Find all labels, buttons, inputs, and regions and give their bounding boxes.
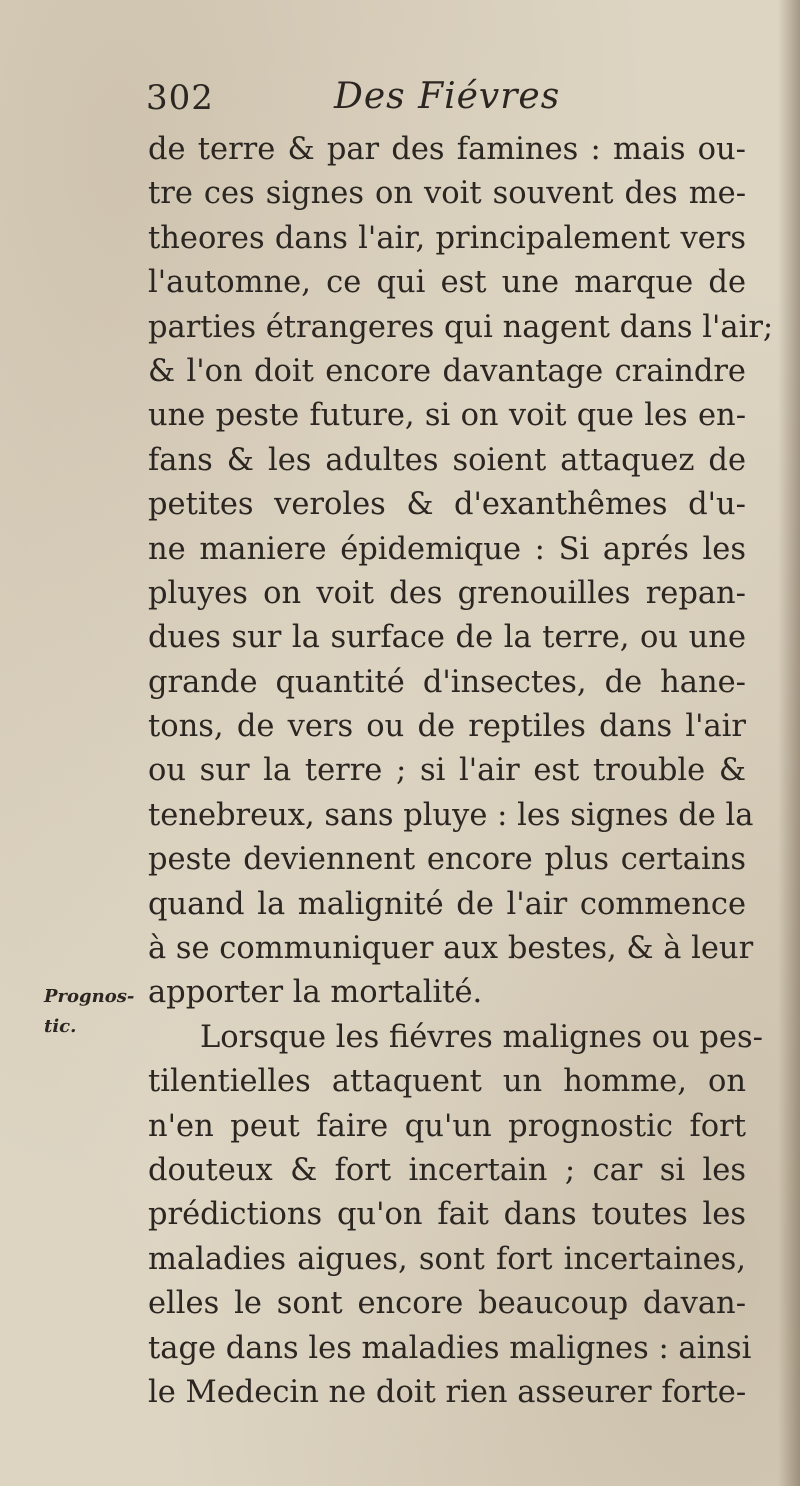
running-title: Des Fiévres (334, 76, 561, 117)
text-line: tilentielles attaquent un homme, on (148, 1064, 746, 1100)
text-line: le Medecin ne doit rien asseurer forte- (148, 1374, 747, 1410)
paragraph-start-line: Lorsque les fiévres malignes ou pes- (200, 1019, 763, 1055)
text-line: de terre & par des famines : mais ou- (148, 132, 746, 167)
text-line: ne maniere épidemique : Si aprés les (148, 531, 746, 567)
text-line: theores dans l'air, principalement vers (148, 220, 746, 256)
margin-note-line: Prognos- (44, 986, 135, 1007)
text-line: tenebreux, sans pluye : les signes de la (148, 797, 754, 833)
text-line: & l'on doit encore davantage craindre (148, 353, 746, 389)
text-line: maladies aigues, sont fort incertaines, (148, 1241, 746, 1277)
text-line: à se communiquer aux bestes, & à leur (148, 931, 754, 967)
text-line: pluyes on voit des grenouilles repan- (148, 575, 746, 611)
text-line: une peste future, si on voit que les en- (148, 398, 746, 434)
body-text (148, 128, 774, 1415)
text-line: elles le sont encore beaucoup davan- (148, 1286, 746, 1322)
text-line: douteux & fort incertain ; car si les (148, 1152, 746, 1188)
text-line: n'en peut faire qu'un prognostic fort (148, 1108, 746, 1144)
text-line: tons, de vers ou de reptiles dans l'air (148, 709, 746, 745)
text-line: petites veroles & d'exanthêmes d'u- (148, 487, 746, 523)
text-line: prédictions qu'on fait dans toutes les (148, 1197, 746, 1233)
text-line: tre ces signes on voit souvent des me- (148, 176, 746, 212)
margin-note-line: tic. (44, 1016, 77, 1037)
page-edge-shadow (778, 0, 800, 1486)
text-line: quand la malignité de l'air commence (148, 886, 746, 922)
text-line: fans & les adultes soient attaquez de (148, 442, 746, 478)
page-number: 302 (146, 78, 214, 118)
text-line: ou sur la terre ; si l'air est trouble & (148, 753, 746, 789)
margin-note (44, 982, 144, 1042)
text-line: tage dans les maladies malignes : ainsi (148, 1330, 752, 1366)
text-line: grande quantité d'insectes, de hane- (148, 664, 746, 700)
text-line: l'automne, ce qui est une marque de (148, 265, 746, 301)
text-line: peste deviennent encore plus certains (148, 842, 746, 878)
text-line: parties étrangeres qui nagent dans l'air; (148, 309, 774, 345)
paragraph-end-line: apporter la mortalité. (148, 975, 483, 1011)
page-header (146, 78, 706, 128)
text-line: dues sur la surface de la terre, ou une (148, 620, 746, 656)
